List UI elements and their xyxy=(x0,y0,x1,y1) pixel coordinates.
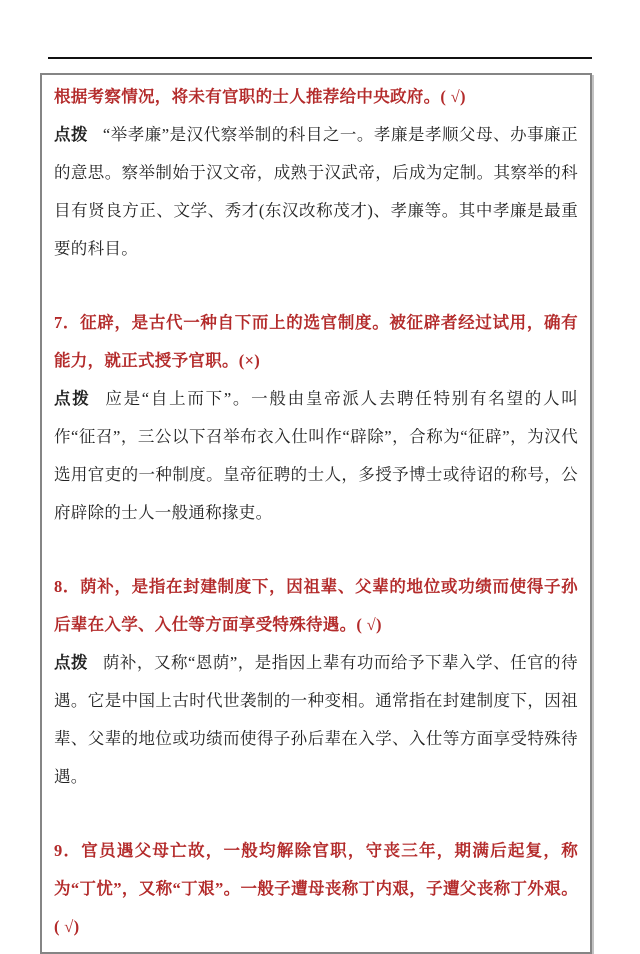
question-text: 7．征辟，是古代一种自下而上的选官制度。被征辟者经过试用，确有能力，就正式授予官职。(×) xyxy=(54,313,578,370)
qa-block xyxy=(54,304,578,532)
qa-block xyxy=(54,78,578,268)
note-paragraph xyxy=(54,644,578,796)
question-text: 根据考察情况，将未有官职的士人推荐给中央政府。( √) xyxy=(54,87,466,106)
note-paragraph xyxy=(54,380,578,532)
horizontal-rule xyxy=(48,57,592,59)
note-text: “举孝廉”是汉代察举制的科目之一。孝廉是孝顺父母、办事廉正的意思。察举制始于汉文帝，成熟于汉武帝，后成为定制。其察举的科目有贤良方正、文学、秀才(东汉改称茂才)、孝廉等。其中孝廉是最重要的科目。 xyxy=(54,125,578,258)
note-label: 点拨 xyxy=(54,653,89,672)
question-text: 8．荫补，是指在封建制度下，因祖辈、父辈的地位或功绩而使得子孙后辈在入学、入仕等方面享受特殊待遇。( √) xyxy=(54,577,578,634)
note-label: 点拨 xyxy=(54,125,89,144)
note-text: 荫补，又称“恩荫”，是指因上辈有功而给予下辈入学、任官的待遇。它是中国上古时代世袭制的一种变相。通常指在封建制度下，因祖辈、父辈的地位或功绩而使得子孙后辈在入学、入仕等方面享受特殊待遇。 xyxy=(54,653,578,786)
content-frame xyxy=(40,73,592,954)
qa-block xyxy=(54,568,578,796)
note-paragraph xyxy=(54,116,578,268)
qa-block xyxy=(54,832,578,946)
note-text: 应是“自上而下”。一般由皇帝派人去聘任特别有名望的人叫作“征召”，三公以下召举布衣入仕叫作“辟除”，合称为“征辟”，为汉代选用官吏的一种制度。皇帝征聘的士人，多授予博士或待诏的称号，公府辟除的士人一般通称掾吏。 xyxy=(54,389,578,522)
question-text: 9．官员遇父母亡故，一般均解除官职，守丧三年，期满后起复，称为“丁忧”，又称“丁艰”。一般子遭母丧称丁内艰，子遭父丧称丁外艰。( √) xyxy=(54,841,578,936)
note-label: 点拨 xyxy=(54,389,91,408)
